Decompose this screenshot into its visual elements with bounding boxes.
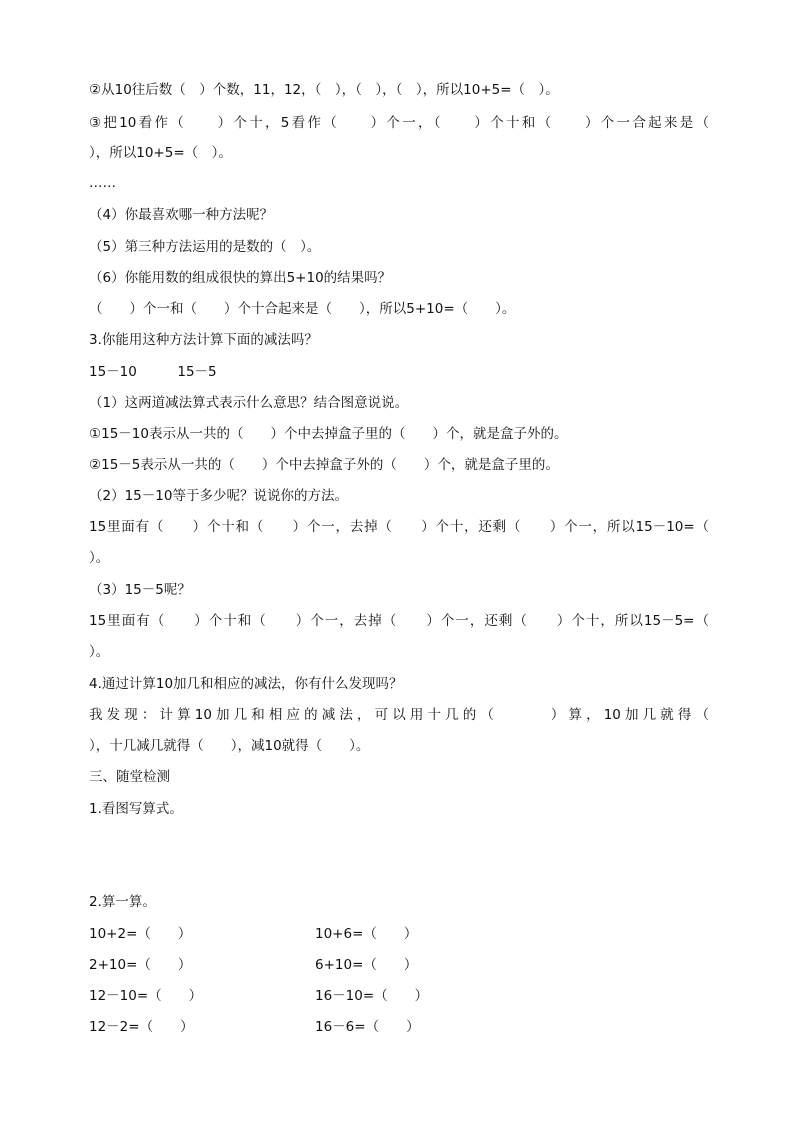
exercise-1-title: 1.看图写算式。	[89, 801, 183, 817]
subtraction-formulas: 15－10 15－5	[89, 364, 217, 380]
discovery-line-1: 我发现：计算10加几和相应的减法，可以用十几的（ ）算，10加几就得（	[89, 707, 709, 723]
section-3-title: 3.你能用这种方法计算下面的减法吗？	[89, 332, 318, 348]
sub-question-3-fill-end: ）。	[89, 644, 110, 660]
sub-question-1: （1）这两道减法算式表示什么意思？结合图意说说。	[89, 395, 409, 411]
ellipsis: ……	[89, 175, 116, 191]
sub-question-3-fill: 15里面有（ ）个十和（ ）个一，去掉（ ）个一，还剩（ ）个十，所以15－5=（	[89, 613, 709, 629]
question-6: （6）你能用数的组成很快的算出5+10的结果吗？	[89, 270, 392, 286]
calc-right-2: 6+10=（ ）	[315, 957, 418, 973]
calc-right-1: 10+6=（ ）	[315, 926, 418, 942]
text-line-1: ②从10往后数（ ）个数，11，12，（ ），（ ），（ ），所以10+5=（ ）。	[89, 82, 559, 98]
sub-question-2: （2）15－10等于多少呢？说说你的方法。	[89, 488, 348, 504]
text-line-3: ），所以10+5=（ ）。	[89, 145, 232, 161]
discovery-line-2: ），十几减几就得（ ），减10就得（ ）。	[89, 738, 370, 754]
sub-question-2-fill: 15里面有（ ）个十和（ ）个一，去掉（ ）个十，还剩（ ）个一，所以15－10=（	[89, 519, 709, 535]
calc-right-3: 16－10=（ ）	[315, 988, 429, 1004]
calc-left-2: 2+10=（ ）	[89, 957, 192, 973]
question-6-fill: （ ）个一和（ ）个十合起来是（ ），所以5+10=（ ）。	[89, 301, 516, 317]
calc-right-4: 16－6=（ ）	[315, 1019, 420, 1035]
exercise-2-title: 2.算一算。	[89, 894, 156, 910]
calc-left-4: 12－2=（ ）	[89, 1019, 194, 1035]
text-line-2: ③把10看作（ ）个十，5看作（ ）个一，（ ）个十和（ ）个一合起来是（	[89, 115, 709, 131]
sub-question-3: （3）15－5呢？	[89, 582, 191, 598]
calc-left-3: 12－10=（ ）	[89, 988, 203, 1004]
section-4-title: 4.通过计算10加几和相应的减法，你有什么发现吗？	[89, 676, 403, 692]
question-5: （5）第三种方法运用的是数的（ ）。	[89, 239, 321, 255]
sub-question-1-item-2: ②15－5表示从一共的（ ）个中去掉盒子外的（ ）个，就是盒子里的。	[89, 457, 559, 473]
sub-question-2-fill-end: ）。	[89, 550, 110, 566]
calc-left-1: 10+2=（ ）	[89, 926, 192, 942]
section-heading: 三、随堂检测	[89, 769, 170, 785]
question-4: （4）你最喜欢哪一种方法呢？	[89, 207, 274, 223]
sub-question-1-item-1: ①15－10表示从一共的（ ）个中去掉盒子里的（ ）个，就是盒子外的。	[89, 426, 568, 442]
